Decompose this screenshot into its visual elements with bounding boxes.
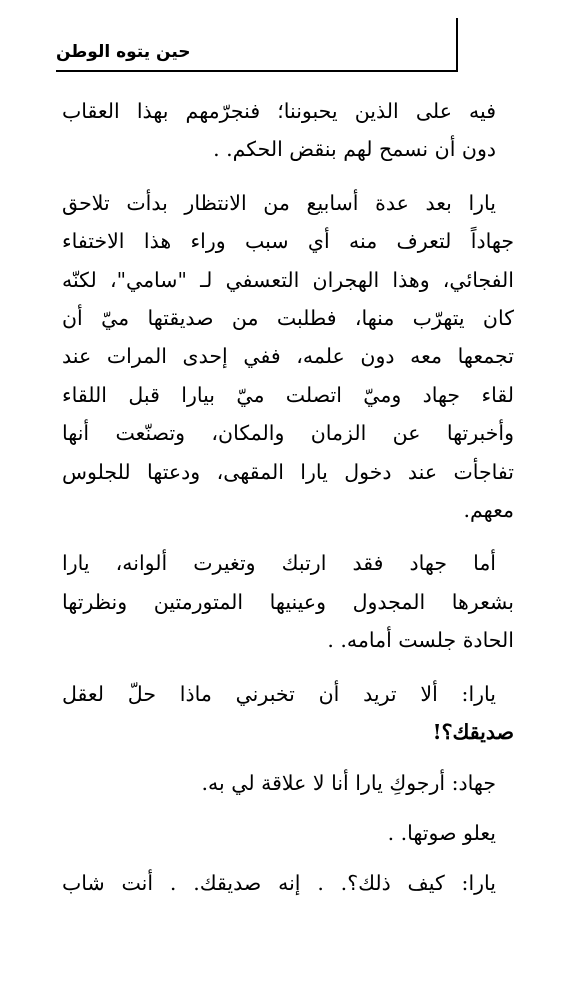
text-line: يارا: كيف ذلك؟. . إنه صديقك. . أنت شاب [62,871,496,896]
text-line: جهاداً لتعرف منه أي سبب وراء هذا الاختفاء [62,229,514,254]
text-line: تفاجأت عند دخول يارا المقهى، ودعتها للجلوس [62,459,514,484]
running-header [56,18,458,72]
paragraph-6 [62,814,514,852]
text-line: يارا بعد عدة أسابيع من الانتظار بدأت تلاحق [62,190,496,215]
text-line: أما جهاد فقد ارتبك وتغيرت ألوانه، يارا [62,551,496,576]
text-line: تجمعها معه دون علمه، ففي إحدى المرات عند [62,344,514,369]
paragraph-3 [62,544,514,659]
text-line: الحادة جلست أمامه. . [327,628,514,653]
text-line: جهاد: أرجوكِ يارا أنا لا علاقة لي به. [201,770,496,795]
paragraph-2 [62,184,514,530]
page-text [62,92,514,903]
paragraph-4 [62,675,514,752]
paragraph-5 [62,764,514,802]
text-line: فيه على الذين يحبوننا؛ فنجرّمهم بهذا العقاب [62,99,496,123]
text-line: بشعرها المجدول وعينيها المتورمتين ونظرتها [62,589,514,614]
text-line: كان يتهرّب منها، فطلبت من صديقتها ميّ أن [62,306,514,331]
text-line: معهم. [463,498,514,523]
paragraph-7 [62,864,514,902]
text-line: دون أن نسمح لهم بنقض الحكم. . [213,137,496,162]
paragraph-1 [62,92,514,169]
text-line: يعلو صوتها. . [387,820,496,845]
text-line: الفجائي، وهذا الهجران التعسفي لـ "سامي"، لكنّه [62,267,514,292]
text-line: يارا: ألا تريد أن تخبرني ماذا حلّ لعقل [62,681,496,706]
text-line: صديقك؟! [432,720,514,745]
book-title: حين يتوه الوطن [56,42,191,62]
text-line: لقاء جهاد وميّ اتصلت ميّ بيارا قبل اللقاء [62,382,514,407]
text-line: وأخبرتها عن الزمان والمكان، وتصنّعت أنها [62,421,514,446]
